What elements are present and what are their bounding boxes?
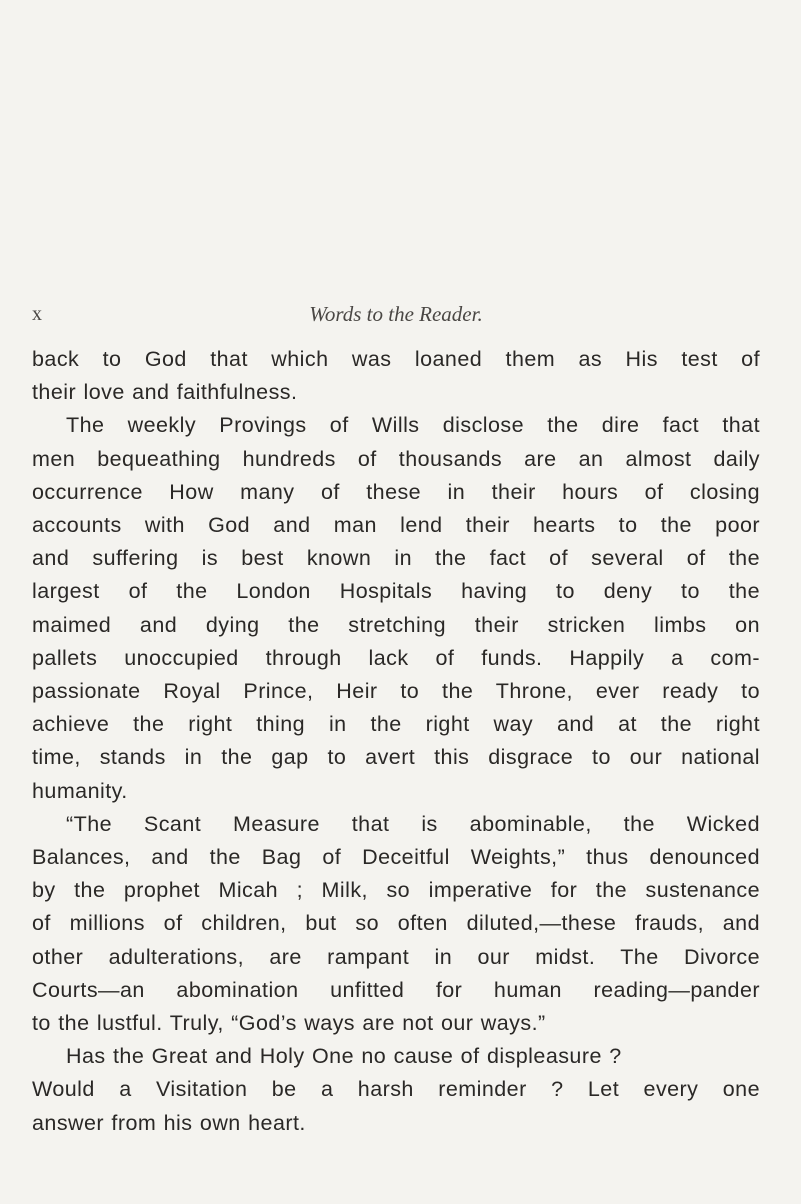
text-line: by the prophet Micah ; Milk, so imperative for the sustenance	[32, 878, 760, 903]
text-line: answer from his own heart.	[32, 1110, 306, 1135]
text-line: Courts—an abomination unfitted for human reading—pander	[32, 977, 760, 1002]
text-line: pallets unoccupied through lack of funds. Happily a com-	[32, 645, 760, 670]
body-text	[32, 343, 760, 1140]
text-line: “The Scant Measure that is abominable, the Wicked	[66, 811, 760, 836]
text-line: their love and faithfulness.	[32, 380, 298, 405]
text-line: The weekly Provings of Wills disclose the dire fact that	[66, 413, 760, 438]
text-line: passionate Royal Prince, Heir to the Throne, ever ready to	[32, 679, 760, 704]
text-line: Has the Great and Holy One no cause of displeasure ?	[66, 1044, 622, 1069]
paragraph	[32, 1040, 760, 1140]
running-head	[32, 302, 760, 326]
text-line: other adulterations, are rampant in our midst. The Divorce	[32, 944, 760, 969]
text-line: maimed and dying the stretching their stricken limbs on	[32, 612, 760, 637]
text-line: time, stands in the gap to avert this disgrace to our national	[32, 745, 760, 770]
text-line: accounts with God and man lend their hearts to the poor	[32, 513, 760, 538]
text-line: of millions of children, but so often diluted,—these frauds, and	[32, 911, 760, 936]
text-line: Would a Visitation be a harsh reminder ? Let every one	[32, 1077, 760, 1102]
page-number: x	[32, 303, 42, 325]
text-line: Balances, and the Bag of Deceitful Weights,” thus denounced	[32, 845, 760, 870]
paragraph	[32, 343, 760, 409]
running-title: Words to the Reader.	[309, 302, 483, 326]
text-line: humanity.	[32, 778, 128, 803]
text-line: to the lustful. Truly, “God’s ways are not our ways.”	[32, 1011, 546, 1036]
text-line: and suffering is best known in the fact of several of the	[32, 546, 760, 571]
paragraph	[32, 409, 760, 807]
text-line: occurrence How many of these in their hours of closing	[32, 479, 760, 504]
text-line: back to God that which was loaned them as His test of	[32, 347, 760, 371]
text-line: largest of the London Hospitals having to deny to the	[32, 579, 760, 604]
paragraph	[32, 808, 760, 1040]
text-line: achieve the right thing in the right way and at the right	[32, 712, 760, 737]
text-line: men bequeathing hundreds of thousands are an almost daily	[32, 446, 760, 471]
